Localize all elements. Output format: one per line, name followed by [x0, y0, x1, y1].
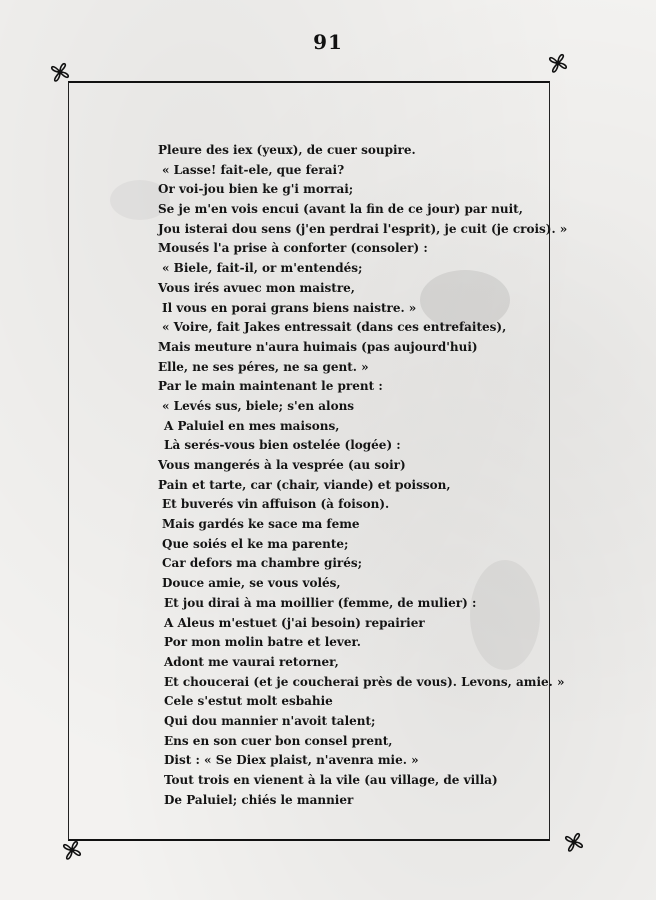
- corner-ornament-bottom-right: [560, 828, 588, 856]
- poem-line: Elle, ne ses péres, ne sa gent. »: [158, 359, 369, 374]
- corner-ornament-top-right: [544, 49, 572, 77]
- poem-line: Douce amie, se vous volés,: [162, 576, 341, 591]
- poem-line: Cele s'estut molt esbahie: [164, 694, 333, 709]
- poem-line: Pleure des iex (yeux), de cuer soupire.: [158, 143, 416, 157]
- poem-line: Pain et tarte, car (chair, viande) et poisson,: [158, 477, 451, 492]
- poem-line: « Voire, fait Jakes entressait (dans ces entrefaites),: [162, 320, 507, 335]
- poem-line: « Lasse! fait-ele, que ferai?: [162, 162, 345, 177]
- poem-line: Et choucerai (et je coucherai près de vous). Levons, amie. »: [164, 674, 565, 689]
- poem-line: Adont me vaurai retorner,: [164, 654, 339, 669]
- poem-line: « Biele, fait-il, or m'entendés;: [162, 261, 363, 276]
- poem-line: Mais gardés ke sace ma feme: [162, 517, 360, 532]
- poem-text-block: [158, 141, 568, 810]
- poem-line: Vous mangerés à la vesprée (au soir): [158, 458, 406, 472]
- poem-line: « Levés sus, biele; s'en alons: [162, 398, 355, 413]
- poem-line: Car defors ma chambre girés;: [162, 556, 363, 571]
- poem-line: Jou isterai dou sens (j'en perdrai l'esprit), je cuit (je crois). »: [158, 221, 568, 236]
- corner-ornament-bottom-left: [58, 836, 86, 864]
- poem-line: Là serés-vous bien ostelée (logée) :: [164, 438, 401, 453]
- poem-line: Par le main maintenant le prent :: [158, 379, 383, 394]
- poem-line: A Paluiel en mes maisons,: [164, 418, 340, 433]
- poem-line: Et buverés vin affuison (à foison).: [162, 497, 390, 512]
- poem-line: Dist : « Se Diex plaist, n'avenra mie. »: [164, 753, 419, 768]
- page-number: 91: [313, 30, 343, 54]
- poem-line: Que soiés el ke ma parente;: [162, 536, 349, 551]
- poem-line: Vous irés avuec mon maistre,: [158, 280, 355, 295]
- poem-line: Il vous en porai grans biens naistre. »: [162, 300, 417, 315]
- poem-line: Tout trois en vienent à la vile (au village, de villa): [164, 773, 498, 787]
- poem-line: Se je m'en vois encui (avant la fin de ce jour) par nuit,: [158, 202, 523, 217]
- corner-ornament-top-left: [46, 58, 74, 86]
- poem-line: De Paluiel; chiés le mannier: [164, 792, 354, 807]
- poem-line: Mais meuture n'aura huimais (pas aujourd'hui): [158, 339, 478, 354]
- poem-line: Qui dou mannier n'avoit talent;: [164, 713, 376, 728]
- poem-line: Mousés l'a prise à conforter (consoler) :: [158, 241, 428, 256]
- poem-line: Or voi-jou bien ke g'i morrai;: [158, 182, 354, 197]
- poem-line: Et jou dirai à ma moillier (femme, de mulier) :: [164, 595, 477, 610]
- poem-line: Por mon molin batre et lever.: [164, 635, 361, 650]
- poem-line: A Aleus m'estuet (j'ai besoin) repairier: [164, 615, 425, 630]
- poem-line: Ens en son cuer bon consel prent,: [164, 733, 393, 748]
